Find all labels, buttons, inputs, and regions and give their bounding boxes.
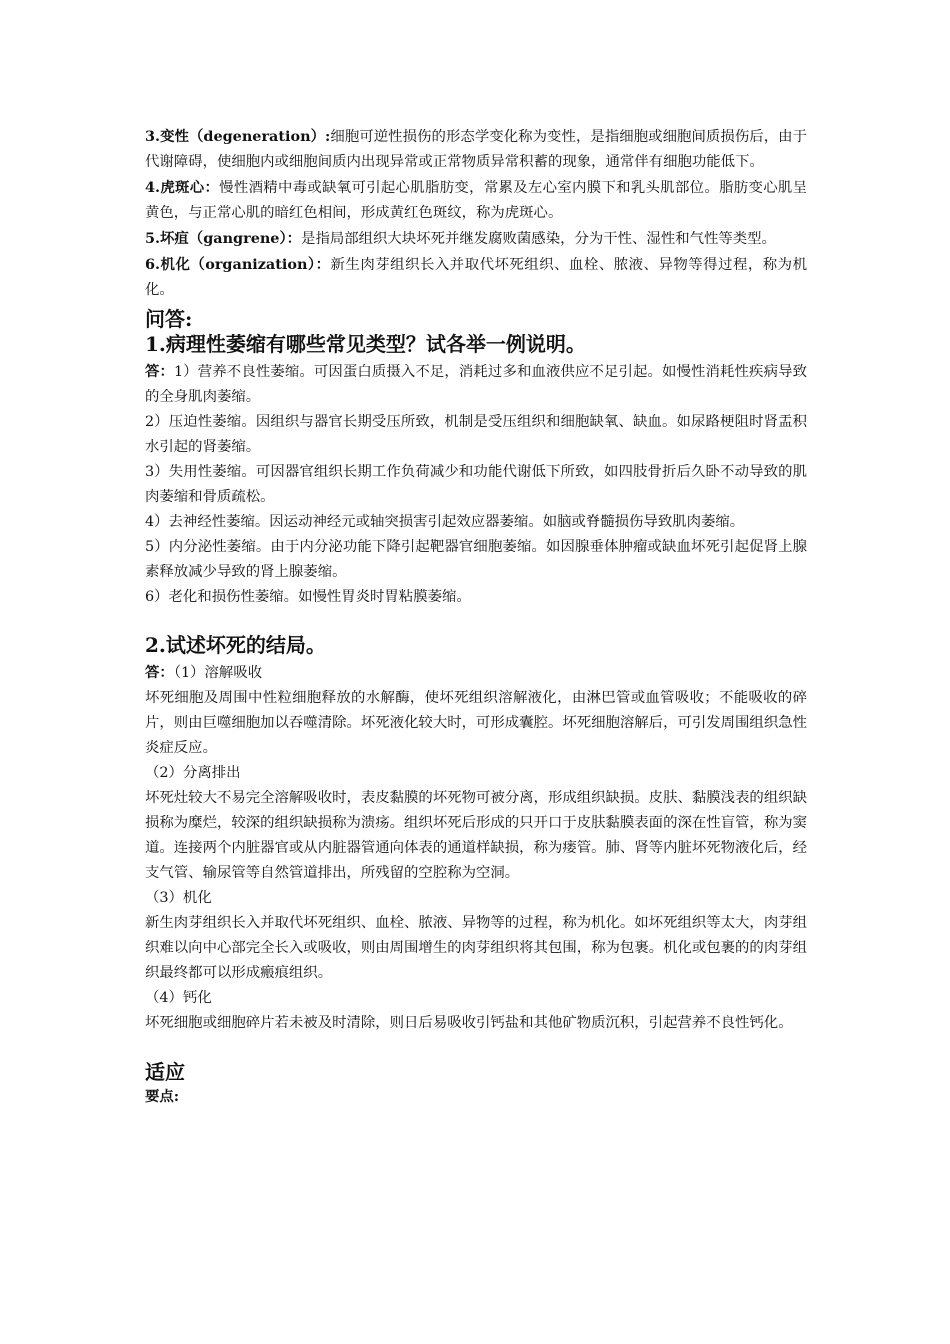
q2-sub-label: （4）钙化	[145, 990, 212, 1006]
definition-tiger-heart	[145, 175, 807, 226]
definition-term: 5.坏疽（gangrene）：	[145, 230, 302, 247]
document-page	[145, 124, 807, 1109]
question-2-title: 2.试述坏死的结局。	[145, 633, 326, 657]
definition-term: 6.机化（organization）：	[145, 256, 331, 273]
q1-answer-item	[145, 359, 807, 410]
q2-sub-label: （2）分离排出	[145, 765, 241, 781]
q1-answer-item: 6）老化和损伤性萎缩。如慢性胃炎时胃粘膜萎缩。	[145, 589, 471, 605]
qa-heading: 问答:	[145, 307, 193, 331]
definition-gangrene	[145, 226, 807, 252]
q2-sub-text: 坏死细胞及周围中性粒细胞释放的水解酶，使坏死组织溶解液化，由淋巴管或血管吸收；不能吸收的碎片，则由巨噬细胞加以吞噬清除。坏死液化较大时，可形成囊腔。坏死细胞溶解后，可引发周围组织急性炎症反应。	[145, 690, 807, 756]
q1-answer-item: 4）去神经性萎缩。因运动神经元或轴突损害引起效应器萎缩。如脑或脊髓损伤导致肌肉萎缩。	[145, 514, 745, 530]
definition-degeneration	[145, 124, 807, 175]
section-title: 适应	[145, 1060, 185, 1084]
spacer	[145, 1036, 807, 1056]
q2-sub-text: 新生肉芽组织长入并取代坏死组织、血栓、脓液、异物等的过程，称为机化。如坏死组织等太大，肉芽组织难以向中心部完全长入或吸收，则由周围增生的肉芽组织将其包围，称为包裹。机化或包裹的的肉芽组织最终都可以形成瘢痕组织。	[145, 915, 807, 981]
answer-text: 1）营养不良性萎缩。可因蛋白质摄入不足，消耗过多和血液供应不足引起。如慢性消耗性疾病导致的全身肌肉萎缩。	[145, 364, 807, 405]
q1-answer-item: 5）内分泌性萎缩。由于内分泌功能下降引起靶器官细胞萎缩。如因腺垂体肿瘤或缺血坏死引起促肾上腺素释放减少导致的肾上腺萎缩。	[145, 539, 807, 580]
section-subtitle: 要点:	[145, 1088, 180, 1105]
definition-text: 慢性酒精中毒或缺氧可引起心肌脂肪变，常累及左心室内膜下和乳头肌部位。脂肪变心肌呈黄色，与正常心肌的暗红色相间，形成黄红色斑纹，称为虎斑心。	[145, 180, 807, 221]
spacer	[145, 610, 807, 632]
definition-text: 细胞可逆性损伤的形态学变化称为变性，是指细胞或细胞间质损伤后，由于代谢障碍，使细胞内或细胞间质内出现异常或正常物质异常积蓄的现象，通常伴有细胞功能低下。	[145, 129, 807, 170]
q2-sub-text: 坏死细胞或细胞碎片若未被及时清除，则日后易吸收引钙盐和其他矿物质沉积，引起营养不良性钙化。	[145, 1015, 793, 1031]
q2-sub-label	[145, 660, 807, 686]
q2-sub-text: 坏死灶较大不易完全溶解吸收时，表皮黏膜的坏死物可被分离，形成组织缺损。皮肤、黏膜浅表的组织缺损称为糜烂，较深的组织缺损称为溃疡。组织坏死后形成的只开口于皮肤黏膜表面的深在性盲管，称为窦道。连接两个内脏器官或从内脏器管通向体表的通道样缺损，称为瘘管。肺、肾等内脏坏死物液化后，经支气管、输尿管等自然管道排出，所残留的空腔称为空洞。	[145, 790, 807, 881]
q2-sub-label: （3）机化	[145, 890, 212, 906]
definition-text: 是指局部组织大块坏死并继发腐败菌感染，分为干性、湿性和气性等类型。	[301, 231, 776, 247]
definition-organization	[145, 252, 807, 303]
answer-label: 答：	[145, 363, 175, 380]
q1-answer-item: 2）压迫性萎缩。因组织与器官长期受压所致，机制是受压组织和细胞缺氧、缺血。如尿路梗阻时肾盂积水引起的肾萎缩。	[145, 414, 807, 455]
question-1-title: 1.病理性萎缩有哪些常见类型？试各举一例说明。	[145, 332, 586, 356]
definition-term: 3.变性（degeneration）:	[145, 128, 331, 145]
sub-label: （1）溶解吸收	[173, 665, 263, 681]
definition-text: 新生肉芽组织长入并取代坏死组织、血栓、脓液、异物等得过程，称为机化。	[145, 257, 807, 298]
answer-label: 答：	[145, 664, 174, 681]
q1-answer-item: 3）失用性萎缩。可因器官组织长期工作负荷减少和功能代谢低下所致，如四肢骨折后久卧不动导致的肌肉萎缩和骨质疏松。	[145, 464, 807, 505]
definition-term: 4.虎斑心：	[145, 179, 220, 196]
